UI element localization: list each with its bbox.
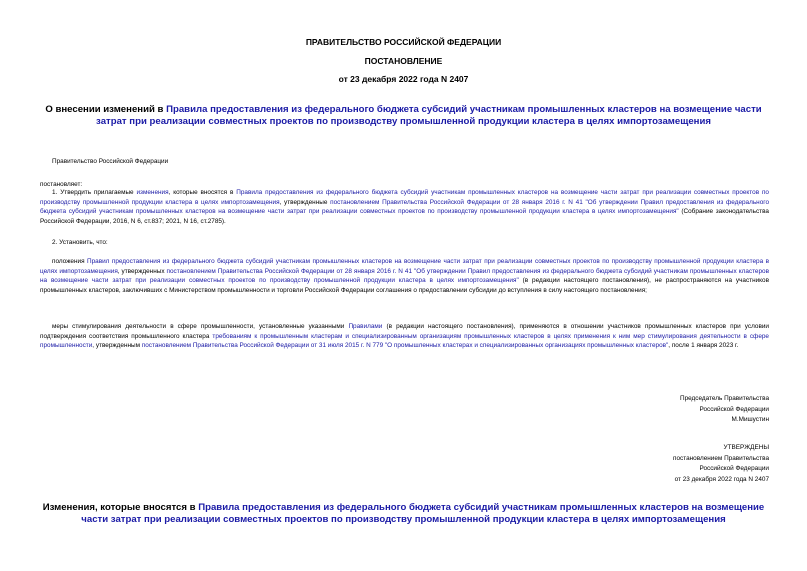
approval-block	[673, 443, 769, 485]
document-date-number: от 23 декабря 2022 года N 2407	[338, 74, 469, 84]
title-prefix: О внесении изменений в	[45, 104, 167, 115]
para1-text: (в редакции настоящего постановления), не распространяются на участников промышленных кластеров, заключивших с Министерством промышленности и торговли Российской Федерации соглашения о предоставлении субсидии до вступления в силу настоящего постановления;	[40, 277, 769, 294]
rules-link[interactable]: Правил предоставления из федерального бюджета субсидий участникам промышленных кластеров на возмещение части затрат при реализации совместных проектов по производству промышленной продукции кластера в целях импортозамещения	[40, 258, 769, 275]
document-type: ПОСТАНОВЛЕНИЕ	[364, 56, 443, 66]
annex-rules-link[interactable]: Правила предоставления из федерального бюджета субсидий участникам промышленных кластеров на возмещение части затрат при реализации совместных проектов по производству промышленной продукции кластера в целях импортозамещения	[81, 502, 765, 525]
rules-link[interactable]: Правилами	[348, 323, 383, 330]
signature-org: Российской Федерации	[699, 405, 769, 413]
approved-date: от 23 декабря 2022 года N 2407	[674, 475, 769, 483]
para1-text: положения	[52, 258, 88, 265]
item1-text: 1. Утвердить прилагаемые	[52, 189, 137, 196]
resolution-41-link[interactable]: постановлением Правительства Российской Федерации от 28 января 2016 г. N 41 "Об утверждении Правил предоставления из федерального бюджета субсидий участникам промышленных кластеров на возмещение части затрат при реализации совместных проектов по производству промышленной продукции кластера в целях импортозамещения"	[40, 267, 769, 285]
para2-text: , после 1 января 2023 г.	[668, 342, 739, 350]
item1-text: (Собрание законодательства Российской Федерации, 2016, N 6, ст.837; 2021, N 16, ст.2785).	[40, 208, 769, 225]
signature-name: М.Мишустин	[731, 416, 769, 424]
item-2: 2. Установить, что:	[52, 239, 108, 246]
resolution-41-link[interactable]: постановлением Правительства Российской Федерации от 28 января 2016 г. N 41 "Об утверждении Правил предоставления из федерального бюджета субсидий участникам промышленных кластеров на возмещение части затрат при реализации совместных проектов по производству промышленной продукции кластера в целях импортозамещения"	[40, 198, 769, 216]
cluster-requirements-link[interactable]: требованиям к промышленным кластерам и специализированным организациям промышленных кластеров в целях применения к ним мер стимулирования деятельности в сфере промышленности	[40, 332, 769, 350]
annex-title-prefix: Изменения, которые вносятся в	[42, 502, 199, 513]
rules-link[interactable]: Правила предоставления из федерального бюджета субсидий участникам промышленных кластеров на возмещение части затрат при реализации совместных проектов по производству промышленной продукции кластера в целях импортозамещения	[40, 189, 769, 206]
title-rules-link[interactable]: Правила предоставления из федерального бюджета субсидий участникам промышленных кластеров на возмещение части затрат при реализации совместных проектов по производству промышленной продукции кластера в целях импортозамещения	[96, 104, 762, 127]
document-title	[40, 104, 767, 128]
approved-org: Российской Федерации	[699, 465, 769, 473]
paragraph-provisions	[40, 257, 769, 295]
annex-title	[40, 502, 767, 526]
approved-label: УТВЕРЖДЕНЫ	[723, 444, 769, 451]
signature-position: Председатель Правительства	[680, 395, 769, 402]
resolution-779-link[interactable]: постановлением Правительства Российской Федерации от 31 июля 2015 г. N 779 "О промышленных кластерах и специализированных организациях промышленных кластеров"	[141, 342, 669, 350]
para2-text: меры стимулирования деятельности в сфере промышленности, установленные указанными	[52, 323, 349, 330]
item1-text: , утвержденные	[279, 198, 331, 206]
government-line: Правительство Российской Федерации	[52, 158, 169, 165]
approved-by: постановлением Правительства	[673, 454, 769, 462]
para2-text: , утвержденным	[92, 342, 142, 350]
signature-block	[680, 394, 769, 426]
paragraph-incentives	[40, 322, 769, 351]
para2-text: (в редакции настоящего постановления), применяются в отношении участников промышленных кластеров при условии подтверждения соответствия промышленного кластера	[40, 323, 770, 340]
resolves-line: постановляет:	[40, 181, 83, 188]
government-heading: ПРАВИТЕЛЬСТВО РОССИЙСКОЙ ФЕДЕРАЦИИ	[305, 37, 502, 47]
changes-link[interactable]: изменения	[136, 189, 169, 196]
item-1	[40, 188, 769, 226]
para1-text: , утвержденных	[117, 267, 167, 275]
item1-text: , которые вносятся в	[168, 189, 237, 196]
